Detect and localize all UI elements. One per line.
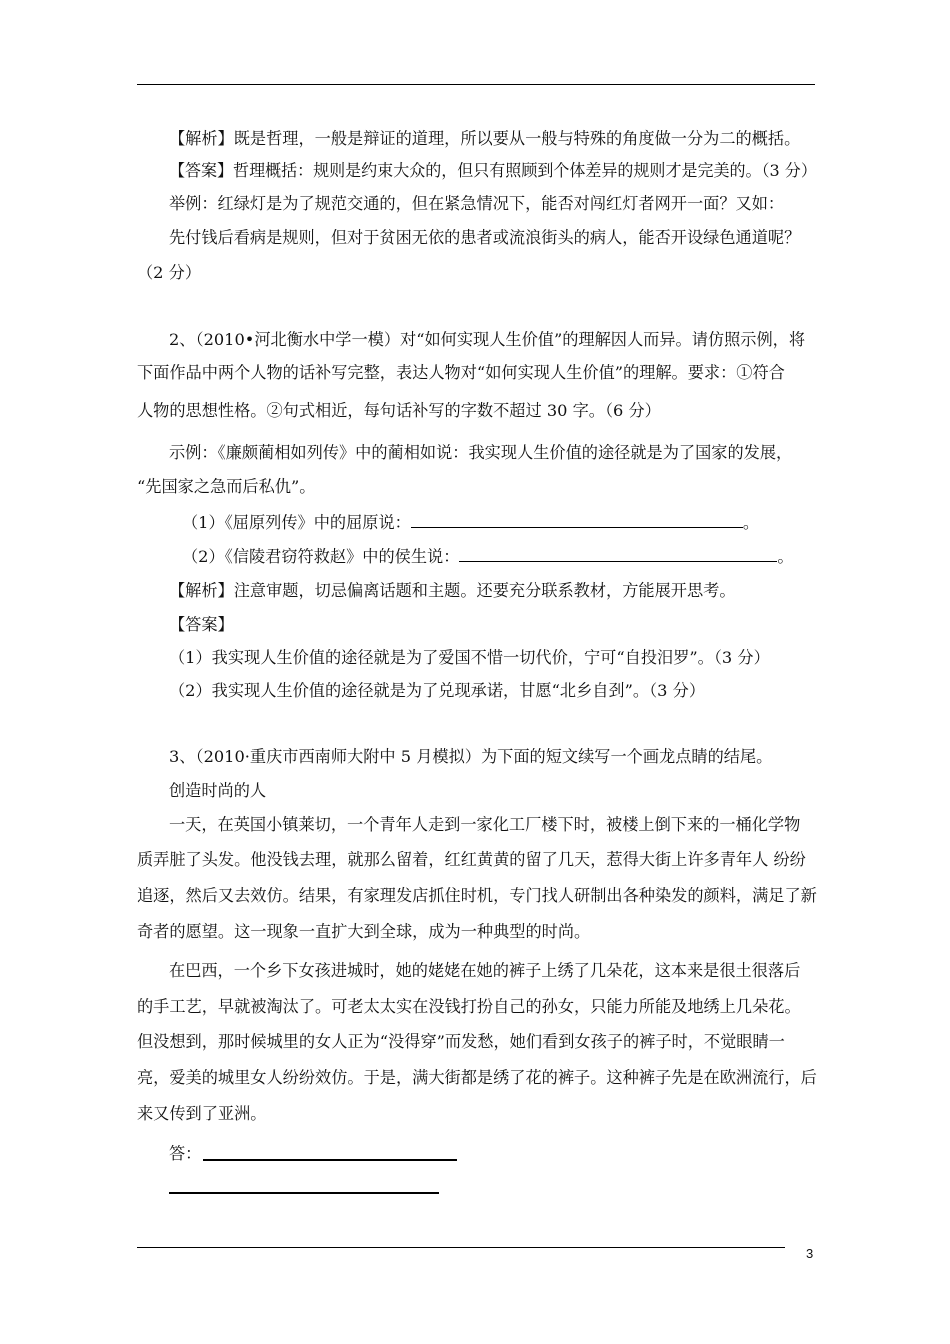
passage-line-9: 来又传到了亚洲。 [137, 1104, 267, 1123]
analysis-line-1: 【解析】既是哲理，一般是辩证的道理，所以要从一般与特殊的角度做一分为二的概括。 [169, 129, 801, 148]
fill-item-1 [182, 512, 759, 534]
passage-line-5: 在巴西，一个乡下女孩进城时，她的姥姥在她的裤子上绣了几朵花，这本来是很土很落后 [169, 961, 801, 980]
header-rule [137, 84, 815, 85]
passage-line-6: 的手工艺，早就被淘汰了。可老太太实在没钱打扮自己的孙女，只能力所能及地绣上几朵花。 [137, 997, 801, 1016]
question-2-line-3: 人物的思想性格。②句式相近，每句话补写的字数不超过 30 字。（6 分） [137, 401, 661, 420]
fill-item-2 [182, 546, 794, 568]
score-line: （2 分） [137, 263, 202, 282]
passage-line-7: 但没想到，那时候城里的女人正为“没得穿”而发愁，她们看到女孩子的裤子时，不觉眼睛一 [137, 1032, 785, 1051]
fill-blank-2[interactable] [459, 546, 777, 562]
answer-line-1: 【答案】哲理概括：规则是约束大众的，但只有照顾到个体差异的规则才是完美的。（3 分） [169, 161, 817, 180]
answer-blank-2[interactable] [169, 1192, 439, 1194]
answer-item-2: （2）我实现人生价值的途径就是为了兑现承诺，甘愿“北乡自刭”。（3 分） [169, 681, 706, 700]
passage-line-4: 奇者的愿望。这一现象一直扩大到全球，成为一种典型的时尚。 [137, 922, 591, 941]
fill-item-1-end: 。 [742, 513, 760, 532]
page-number: 3 [806, 1246, 814, 1261]
passage-title: 创造时尚的人 [169, 781, 267, 800]
passage-line-8: 亮，爱美的城里女人纷纷效仿。于是，满大街都是绣了花的裤子。这种裤子先是在欧洲流行，后 [137, 1068, 817, 1087]
question-2-line-1: 2、（2010•河北衡水中学一模）对“如何实现人生价值”的理解因人而异。请仿照示例，将 [169, 330, 806, 349]
answer-label: 答： [169, 1144, 202, 1163]
passage-line-3: 追逐，然后又去效仿。结果，有家理发店抓住时机，专门找人研制出各种染发的颜料，满足了新 [137, 886, 817, 905]
passage-line-1: 一天，在英国小镇莱切，一个青年人走到一家化工厂楼下时，被楼上倒下来的一桶化学物 [169, 815, 801, 834]
answer-item-1: （1）我实现人生价值的途径就是为了爱国不惜一切代价，宁可“自投汨罗”。（3 分） [169, 648, 770, 667]
question-2-line-2: 下面作品中两个人物的话补写完整，表达人物对“如何实现人生价值”的理解。要求：①符合 [137, 363, 785, 382]
fill-item-2-end: 。 [777, 547, 794, 566]
analysis-line-2: 【解析】注意审题，切忌偏离话题和主题。还要充分联系教材，方能展开思考。 [169, 581, 736, 600]
sample-line-1: 示例：《廉颇蔺相如列传》中的蔺相如说：我实现人生价值的途径就是为了国家的发展， [169, 443, 793, 462]
fill-blank-1[interactable] [411, 512, 743, 528]
question-3-line: 3、（2010·重庆市西南师大附中 5 月模拟）为下面的短文续写一个画龙点睛的结尾。 [169, 747, 773, 766]
fill-item-2-label: （2）《信陵君窃符救赵》中的侯生说： [182, 547, 460, 566]
example-line-2: 先付钱后看病是规则，但对于贫困无依的患者或流浪街头的病人，能否开设绿色通道呢？ [169, 228, 801, 247]
example-line-1: 举例：红绿灯是为了规范交通的，但在紧急情况下，能否对闯红灯者网开一面？又如： [169, 194, 785, 213]
passage-line-2: 质弄脏了头发。他没钱去理，就那么留着，红红黄黄的留了几天，惹得大街上许多青年人 纷纷 [137, 850, 806, 869]
answer-blank-1[interactable] [203, 1159, 457, 1161]
fill-item-1-label: （1）《屈原列传》中的屈原说： [182, 513, 411, 532]
answer-heading: 【答案】 [169, 615, 234, 634]
footer-rule [137, 1247, 785, 1248]
sample-line-2: “先国家之急而后私仇”。 [137, 477, 316, 496]
